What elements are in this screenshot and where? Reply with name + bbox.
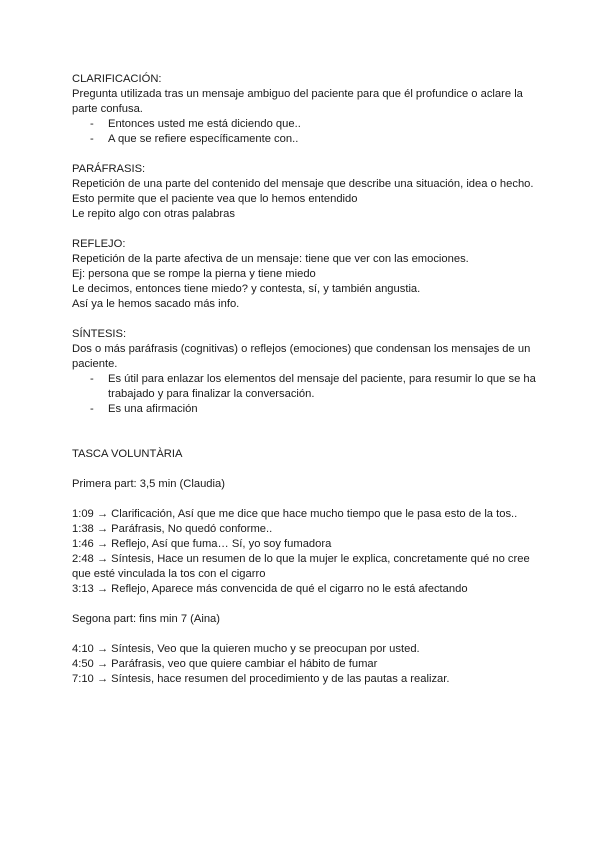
timestamp-entry: 4:50 → Paráfrasis, veo que quiere cambiar el hábito de fumar xyxy=(72,658,378,670)
section-line: Le repito algo con otras palabras xyxy=(72,208,235,220)
section-line: Ej: persona que se rompe la pierna y tiene miedo xyxy=(72,268,316,280)
section-line: Repetición de una parte del contenido del mensaje que describe una situación, idea o hecho. xyxy=(72,178,534,190)
list-item: - Entonces usted me está diciendo que.. xyxy=(90,118,301,130)
section-parafrasis xyxy=(72,162,540,222)
section-reflejo xyxy=(72,237,540,312)
section-clarificacion xyxy=(72,72,540,147)
section-heading: PARÁFRASIS: xyxy=(72,163,146,175)
section-heading: CLARIFICACIÓN: xyxy=(72,73,162,85)
list-item: - Es útil para enlazar los elementos del mensaje del paciente, para resumir lo que se ha trabajado y para finalizar la conversación. xyxy=(90,373,536,400)
section-line: Repetición de la parte afectiva de un mensaje: tiene que ver con las emociones. xyxy=(72,253,469,265)
section-tasca xyxy=(72,447,540,687)
timestamp-entry: 3:13 → Reflejo, Aparece más convencida de qué el cigarro no le está afectando xyxy=(72,583,468,595)
section-heading: REFLEJO: xyxy=(72,238,126,250)
timestamp-entry: 2:48 → Síntesis, Hace un resumen de lo que la mujer le explica, concretamente qué no cree que esté vinculada la tos con el cigarro xyxy=(72,553,530,580)
part2-title: Segona part: fins min 7 (Aina) xyxy=(72,613,220,625)
timestamp-entry: 1:46 → Reflejo, Así que fuma… Sí, yo soy fumadora xyxy=(72,538,332,550)
list-item: - A que se refiere específicamente con.. xyxy=(90,133,299,145)
timestamp-entry: 1:09 → Clarificación, Así que me dice que hace mucho tiempo que le pasa esto de la tos.. xyxy=(72,508,518,520)
section-sintesis xyxy=(72,327,540,417)
section-body: Pregunta utilizada tras un mensaje ambiguo del paciente para que él profundice o aclare la parte confusa. xyxy=(72,88,523,115)
section-line: Así ya le hemos sacado más info. xyxy=(72,298,240,310)
timestamp-entry: 1:38 → Paráfrasis, No quedó conforme.. xyxy=(72,523,273,535)
section-line: Esto permite que el paciente vea que lo hemos entendido xyxy=(72,193,358,205)
section-heading: SÍNTESIS: xyxy=(72,328,127,340)
task-title: TASCA VOLUNTÀRIA xyxy=(72,448,183,460)
section-body: Dos o más paráfrasis (cognitivas) o reflejos (emociones) que condensan los mensajes de un paciente. xyxy=(72,343,531,370)
timestamp-entry: 7:10 → Síntesis, hace resumen del procedimiento y de las pautas a realizar. xyxy=(72,673,450,685)
bullet-list xyxy=(72,372,540,417)
section-line: Le decimos, entonces tiene miedo? y contesta, sí, y también angustia. xyxy=(72,283,421,295)
timestamp-entry: 4:10 → Síntesis, Veo que la quieren mucho y se preocupan por usted. xyxy=(72,643,420,655)
list-item: - Es una afirmación xyxy=(90,403,198,415)
bullet-list xyxy=(72,117,540,147)
part1-title: Primera part: 3,5 min (Claudia) xyxy=(72,478,225,490)
